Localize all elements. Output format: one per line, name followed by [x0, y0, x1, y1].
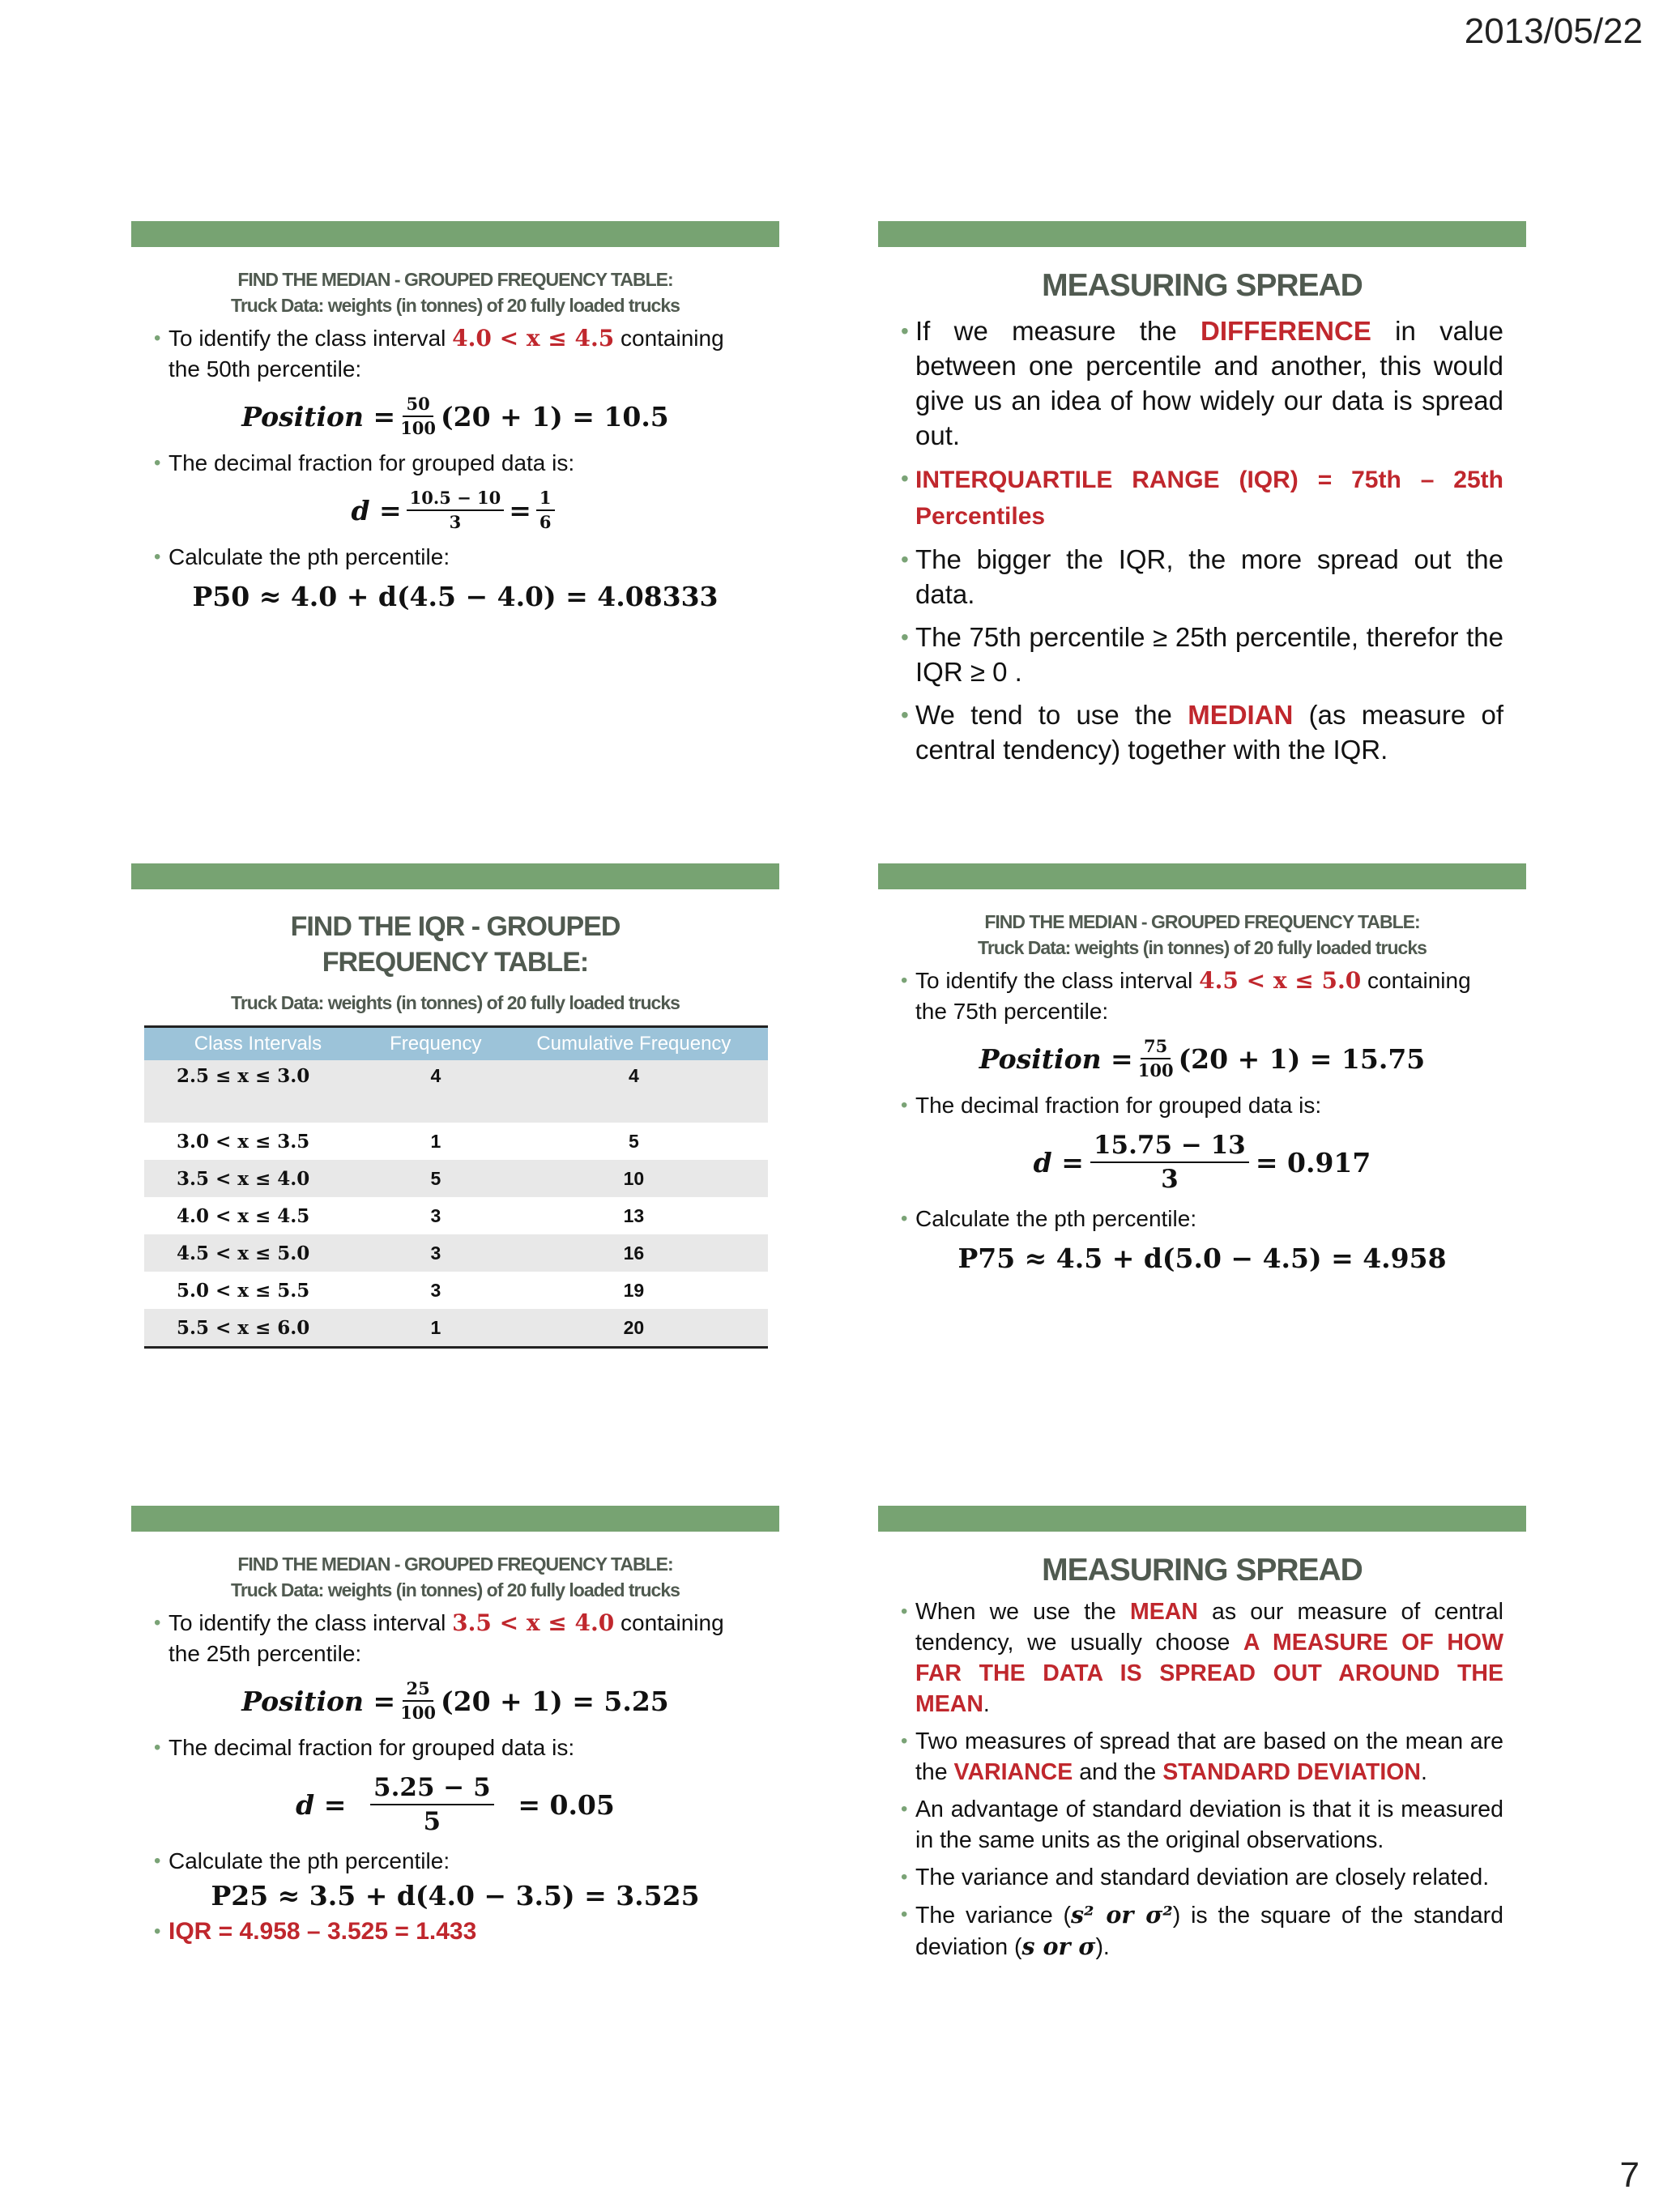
percentile-result: P75 ≈ 4.5 + d(5.0 − 4.5) = 4.958 — [957, 1242, 1447, 1274]
eq-label: Position = — [241, 400, 396, 433]
table-cell: 20 — [500, 1309, 768, 1348]
bullet-text: To identify the class interval — [915, 968, 1200, 993]
decimal-equation — [878, 1129, 1526, 1196]
eq-rest: = 0.05 — [518, 1788, 615, 1821]
slide-title — [131, 1551, 779, 1603]
slide-measuring-spread-variance — [878, 1506, 1526, 2000]
denominator: 100 — [400, 418, 437, 438]
slide-header-bar — [131, 863, 779, 889]
slide-title-line1: FIND THE MEDIAN - GROUPED FREQUENCY TABLE: — [237, 1554, 673, 1575]
page-date: 2013/05/22 — [1464, 11, 1643, 51]
bullet-text: containing — [1361, 968, 1471, 993]
table-cell: 5.0 < x ≤ 5.5 — [177, 1279, 310, 1302]
eq-label: d = — [351, 494, 402, 526]
table-row — [144, 1123, 768, 1160]
eq-rest: (20 + 1) = 5.25 — [441, 1685, 669, 1717]
highlight: VARIANCE — [953, 1759, 1073, 1785]
table-cell: 10 — [500, 1160, 768, 1197]
table-cell: 3 — [372, 1234, 500, 1272]
slide-title-line2: Truck Data: weights (in tonnes) of 20 fully loaded trucks — [231, 1579, 680, 1600]
table-cell: 5 — [628, 1130, 639, 1152]
bullet-median — [901, 697, 1503, 767]
bullet-text: the 25th percentile: — [168, 1641, 362, 1666]
bullet-list — [131, 1608, 779, 1669]
eq-rest: (20 + 1) = 15.75 — [1178, 1042, 1426, 1075]
bullet-text: If we measure the — [915, 316, 1201, 346]
denominator: 6 — [539, 512, 552, 532]
bullet-text: To identify the class interval — [168, 1610, 453, 1635]
slide-header-bar — [131, 1506, 779, 1532]
frequency-table — [144, 1025, 768, 1349]
bullet-text: Two measures of spread that are based on the mean are the — [915, 1728, 1503, 1785]
bullet-text: When we use the — [915, 1599, 1130, 1625]
bullet-list — [131, 1916, 779, 1947]
bullet-calc: • Calculate the pth percentile: — [901, 1204, 1503, 1234]
bullet-text: in value between one percentile and another, this would give us an idea of how widely our data is spread out. — [915, 316, 1503, 450]
table-cell: 4 — [372, 1060, 500, 1123]
table-cell: 4 — [500, 1060, 768, 1123]
bullet-advantage: • An advantage of standard deviation is that it is measured in the same units as the original observations. — [901, 1794, 1503, 1856]
table-row — [144, 1160, 768, 1197]
bullet-calc: • Calculate the pth percentile: — [154, 1846, 757, 1877]
fraction — [400, 1677, 436, 1724]
table-row — [144, 1060, 768, 1123]
bullet-class-interval — [154, 323, 757, 385]
bullet-list — [131, 323, 779, 385]
bullet-bigger-iqr: • The bigger the IQR, the more spread out the data. — [901, 542, 1503, 612]
eq-label: Position = — [241, 1685, 396, 1717]
bullet-text: (as measure of central tendency) together with the IQR. — [915, 700, 1504, 765]
slide-header-bar — [131, 221, 779, 247]
decimal-equation — [131, 487, 779, 534]
slide-title: MEASURING SPREAD — [1042, 268, 1363, 303]
table-cell: 3.5 < x ≤ 4.0 — [144, 1160, 372, 1197]
bullet-list — [878, 1090, 1526, 1121]
numerator: 10.5 − 10 — [407, 487, 505, 511]
bullet-text: We tend to use the — [915, 700, 1188, 730]
slide-header-bar — [878, 221, 1526, 247]
slide-title-line1: FIND THE MEDIAN - GROUPED FREQUENCY TABLE: — [237, 269, 673, 290]
bullet-decimal: • The decimal fraction for grouped data is: — [154, 448, 757, 479]
bullet-class-interval — [154, 1608, 757, 1669]
table-cell: 3 — [430, 1204, 441, 1226]
bullet-list — [131, 448, 779, 479]
eq-equals: = — [509, 494, 531, 526]
slide-title-line2: Truck Data: weights (in tonnes) of 20 fully loaded trucks — [978, 937, 1427, 958]
denominator: 5 — [423, 1807, 441, 1836]
table-cell: 13 — [623, 1204, 645, 1226]
table-row — [144, 1272, 768, 1309]
slide-title: FIND THE IQR - GROUPED FREQUENCY TABLE: — [290, 911, 621, 978]
slide-title: MEASURING SPREAD — [1042, 1553, 1363, 1588]
bullet-text: as our measure of central tendency, we usually choose — [915, 1599, 1503, 1656]
bullet-text: ) is the square of the standard deviation ( — [915, 1903, 1503, 1960]
slide-iqr-table — [131, 863, 779, 1357]
math-interval: 4.5 < x ≤ 5.0 — [1199, 967, 1362, 994]
bullet-list — [131, 1733, 779, 1763]
column-header: Frequency — [372, 1027, 500, 1061]
bullet-list — [131, 542, 779, 573]
denominator: 3 — [1161, 1165, 1179, 1194]
page-number: 7 — [1619, 2155, 1640, 2195]
numerator: 75 — [1141, 1035, 1171, 1059]
column-header: Class Intervals — [144, 1027, 372, 1061]
slide-median-25th — [131, 1506, 779, 2000]
denominator: 100 — [400, 1703, 437, 1723]
bullet-list — [131, 1846, 779, 1877]
slide-median-75th — [878, 863, 1526, 1357]
numerator: 50 — [403, 393, 433, 417]
fraction — [351, 1771, 513, 1838]
highlight: MEAN — [1129, 1599, 1198, 1625]
bullet-text: containing — [614, 326, 724, 351]
table-header-row — [144, 1027, 768, 1061]
percentile-result: P25 ≈ 3.5 + d(4.0 − 3.5) = 3.525 — [211, 1880, 700, 1912]
position-equation — [878, 1035, 1526, 1082]
percentile-result: P50 ≈ 4.0 + d(4.5 − 4.0) = 4.08333 — [192, 581, 719, 612]
bullet-calc: • Calculate the pth percentile: — [154, 542, 757, 573]
bullet-text: and the — [1073, 1759, 1163, 1785]
slide-header-bar — [878, 863, 1526, 889]
table-cell: 5 — [372, 1160, 500, 1197]
slide-title — [878, 909, 1526, 961]
slide-subtitle: Truck Data: weights (in tonnes) of 20 fully loaded trucks — [231, 992, 680, 1013]
bullet-list — [878, 313, 1526, 767]
bullet-text: the 75th percentile: — [915, 999, 1109, 1024]
bullet-difference — [901, 313, 1503, 453]
bullet-iqr-definition — [901, 461, 1503, 534]
slide-title-line2: Truck Data: weights (in tonnes) of 20 fully loaded trucks — [231, 295, 680, 316]
fraction — [1089, 1129, 1251, 1196]
slide-title — [131, 266, 779, 318]
slide-title-line1: FIND THE MEDIAN - GROUPED FREQUENCY TABLE: — [984, 911, 1420, 932]
numerator: 25 — [403, 1677, 433, 1702]
bullet-text: ). — [1095, 1934, 1110, 1960]
bullet-related: • The variance and standard deviation are closely related. — [901, 1862, 1503, 1893]
fraction — [536, 487, 555, 534]
position-equation — [131, 1677, 779, 1724]
bullet-decimal: • The decimal fraction for grouped data is: — [154, 1733, 757, 1763]
column-header: Cumulative Frequency — [500, 1027, 768, 1061]
eq-label: Position = — [979, 1042, 1133, 1075]
bullet-text: . — [1421, 1759, 1427, 1785]
fraction — [1138, 1035, 1174, 1082]
table-cell: 4.5 < x ≤ 5.0 — [144, 1234, 372, 1272]
table-cell: 4.0 < x ≤ 4.5 — [177, 1204, 310, 1227]
bullet-variance-sd — [901, 1726, 1503, 1788]
math-interval: 3.5 < x ≤ 4.0 — [452, 1609, 615, 1636]
bullet-decimal: • The decimal fraction for grouped data is: — [901, 1090, 1503, 1121]
bullet-iqr-result — [154, 1916, 757, 1947]
eq-rest: (20 + 1) = 10.5 — [441, 400, 669, 433]
bullet-percentile-order: • The 75th percentile ≥ 25th percentile, therefor the IQR ≥ 0 . — [901, 620, 1503, 689]
highlight: DIFFERENCE — [1200, 316, 1371, 346]
highlight: INTERQUARTILE RANGE (IQR) = 75th – 25th Percentiles — [915, 467, 1503, 530]
table-row — [144, 1309, 768, 1348]
highlight: STANDARD DEVIATION — [1162, 1759, 1421, 1785]
table-cell: 5.5 < x ≤ 6.0 — [144, 1309, 372, 1348]
numerator: 1 — [536, 487, 555, 511]
bullet-list — [878, 1596, 1526, 1963]
table-cell: 3.0 < x ≤ 3.5 — [177, 1130, 310, 1153]
bullet-text: containing — [614, 1610, 724, 1635]
numerator: 15.75 − 13 — [1090, 1129, 1249, 1163]
math-interval: 4.0 < x ≤ 4.5 — [452, 325, 615, 352]
bullet-text: The variance ( — [915, 1903, 1072, 1929]
eq-label: d = — [296, 1788, 347, 1821]
table-row — [144, 1197, 768, 1234]
fraction — [407, 487, 505, 534]
math-symbol: s² or σ² — [1071, 1901, 1173, 1929]
table-row — [144, 1234, 768, 1272]
bullet-list — [878, 1204, 1526, 1234]
position-equation — [131, 393, 779, 440]
eq-rest: = 0.917 — [1255, 1146, 1371, 1178]
slide-measuring-spread-iqr — [878, 221, 1526, 765]
slide-header-bar — [878, 1506, 1526, 1532]
bullet-class-interval — [901, 965, 1503, 1027]
bullet-text: . — [983, 1691, 990, 1717]
highlight: A MEASURE OF HOW FAR THE DATA IS SPREAD OUT AROUND THE MEAN — [915, 1630, 1503, 1717]
table-cell: 2.5 ≤ x ≤ 3.0 — [144, 1060, 372, 1123]
table-cell: 3 — [430, 1279, 441, 1301]
table-cell: 1 — [430, 1130, 441, 1152]
numerator: 5.25 − 5 — [370, 1771, 494, 1805]
slide-median-50th — [131, 221, 779, 715]
fraction — [400, 393, 436, 440]
bullet-square — [901, 1899, 1503, 1963]
bullet-mean — [901, 1596, 1503, 1720]
table-cell: 1 — [372, 1309, 500, 1348]
bullet-list — [878, 965, 1526, 1027]
math-symbol: s or σ — [1021, 1933, 1096, 1960]
denominator: 100 — [1137, 1060, 1174, 1080]
denominator: 3 — [449, 512, 462, 532]
decimal-equation — [131, 1771, 779, 1838]
table-cell: 16 — [500, 1234, 768, 1272]
eq-label: d = — [1033, 1146, 1084, 1178]
bullet-text: To identify the class interval — [168, 326, 453, 351]
highlight: MEDIAN — [1188, 700, 1294, 730]
bullet-text: the 50th percentile: — [168, 356, 362, 381]
highlight: IQR = 4.958 – 3.525 = 1.433 — [168, 1918, 477, 1945]
table-cell: 19 — [623, 1279, 645, 1301]
